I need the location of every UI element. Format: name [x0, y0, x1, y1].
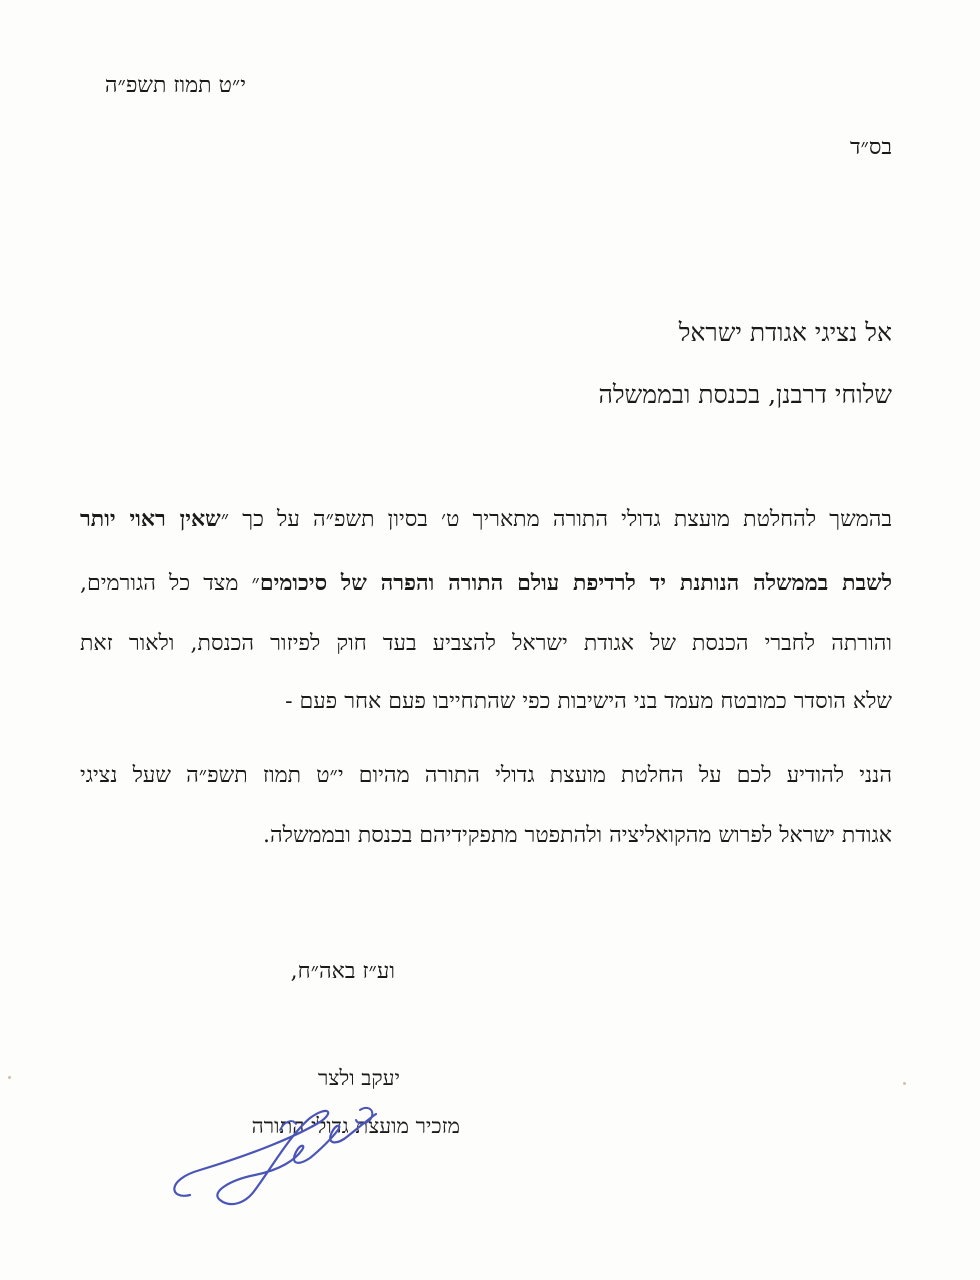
body-line-1	[80, 506, 892, 532]
body-line-3: והורתה לחברי הכנסת של אגודת ישראל להצביע בעד חוק לפיזור הכנסת, ולאור זאת	[80, 631, 892, 656]
body-line-6: אגודת ישראל לפרוש מהקואליציה ולהתפטר מתפקידיהם בכנסת ובממשלה.	[263, 823, 892, 848]
body-line-2-bold: לשבת בממשלה הנותנת יד לרדיפת עולם התורה והפרה של סיכומים	[259, 570, 892, 596]
paper-speck	[903, 1082, 906, 1085]
body-line-2	[80, 570, 892, 596]
handwritten-signature	[160, 1100, 400, 1220]
recipient-line-2: שלוחי דרבנן, בכנסת ובממשלה	[598, 380, 892, 409]
bsd-header: בס״ד	[849, 135, 892, 160]
letter-date: י״ט תמוז תשפ״ה	[104, 73, 246, 98]
body-line-4: שלא הוסדר כמובטח מעמד בני הישיבות כפי שהתחייבו פעם אחר פעם -	[285, 689, 892, 714]
body-line-1-bold: שאין ראוי יותר	[80, 506, 221, 532]
signer-title: מזכיר מועצת גדולי התורה	[251, 1114, 460, 1138]
body-line-2-text: ״ מצד כל הגורמים,	[80, 571, 260, 596]
recipient-line-1: אל נציגי אגודת ישראל	[678, 318, 892, 347]
signer-name: יעקב ולצר	[318, 1066, 400, 1090]
body-line-1-text: בהמשך להחלטת מועצת גדולי התורה מתאריך ט׳ בסיון תשפ״ה על כך ״	[220, 507, 892, 532]
closing-line: וע״ז באה״ח,	[290, 959, 395, 984]
paper-speck	[8, 1076, 11, 1079]
body-line-5: הנני להודיע לכם על החלטת מועצת גדולי התורה מהיום י״ט תמוז תשפ״ה שעל נציגי	[80, 763, 892, 788]
